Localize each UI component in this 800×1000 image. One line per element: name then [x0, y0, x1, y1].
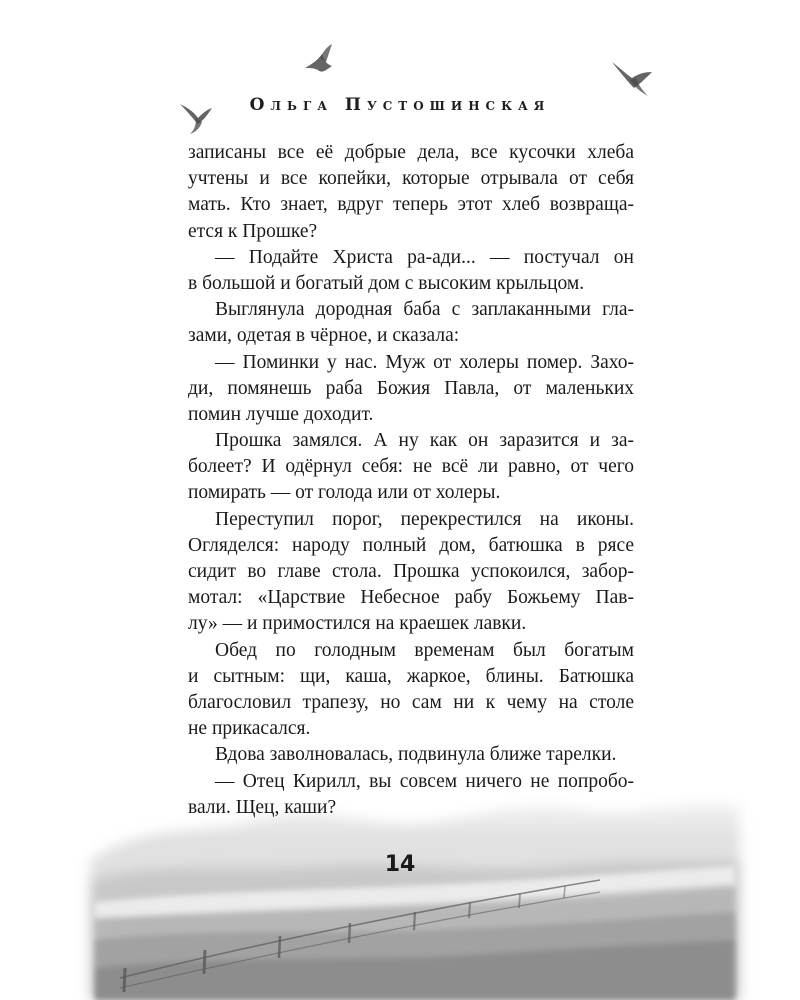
running-header-author: Ольга Пустошинская [249, 95, 551, 115]
body-text [188, 140, 634, 821]
text-line: болеет? И одёрнул себя: не всё ли равно, от чего [188, 456, 634, 478]
text-line: Огляделся: народу полный дом, батюшка в рясе [188, 534, 634, 556]
text-line: не прикасался. [188, 718, 311, 740]
text-line: благословил трапезу, но сам ни к чему на столе [188, 691, 634, 713]
text-line: ется к Прошке? [188, 220, 318, 242]
text-line: зами, одетая в чёрное, и сказала: [188, 325, 460, 347]
text-line: записаны все её добрые дела, все кусочки хлеба [188, 142, 634, 163]
text-line: лу» — и примостился на краешек лавки. [188, 613, 527, 635]
bird-icon-right [612, 62, 652, 96]
page-number: 14 [384, 852, 416, 877]
text-line: ди, помянешь раба Божия Павла, от маленьких [188, 377, 634, 399]
text-line: — Отец Кирилл, вы совсем ничего не попробо- [215, 770, 634, 792]
text-line: Выглянула дородная баба с заплаканными гла- [215, 299, 634, 321]
text-line: — Поминки у нас. Муж от холеры помер. Захо- [215, 351, 634, 373]
text-line: и сытным: щи, каша, жаркое, блины. Батюшка [188, 665, 634, 687]
text-line: учтены и все копейки, которые отрывала от себя [188, 168, 634, 190]
text-line: мать. Кто знает, вдруг теперь этот хлеб возвраща- [188, 194, 634, 216]
text-line: Прошка замялся. А ну как он заразится и за- [215, 430, 634, 452]
text-line: — Подайте Христа ра-ади... — постучал он [215, 246, 634, 268]
text-line: помин лучше доходит. [188, 403, 374, 425]
text-line: помирать — от голода или от холеры. [188, 482, 501, 504]
text-line: Вдова заволновалась, подвинула ближе тарелки. [215, 744, 617, 766]
text-line: Переступил порог, перекрестился на иконы. [215, 508, 634, 530]
text-line: в большой и богатый дом с высоким крыльцом. [188, 272, 585, 294]
text-line: Обед по голодным временам был богатым [215, 639, 634, 661]
text-line: сидит во главе стола. Прошка успокоился, забор- [188, 561, 634, 582]
text-line: вали. Щец, каши? [188, 796, 337, 818]
text-line: мотал: «Царствие Небесное рабу Божьему Пав- [188, 587, 634, 609]
bird-icon-top [305, 44, 332, 72]
